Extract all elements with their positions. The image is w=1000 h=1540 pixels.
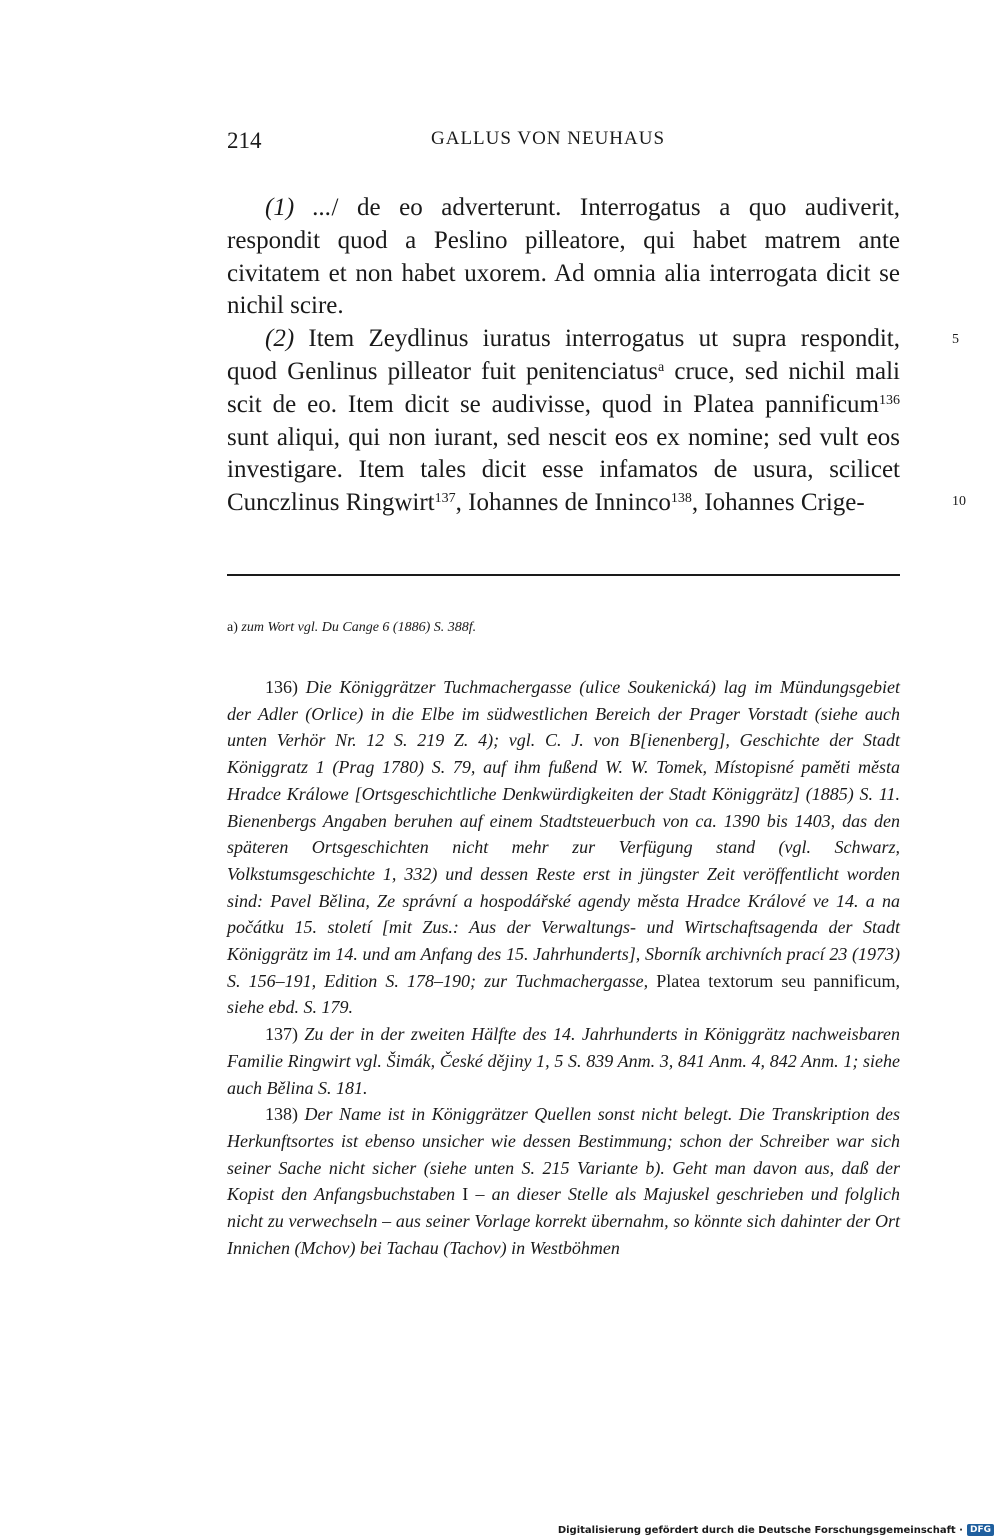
footnote-letter: I xyxy=(462,1184,469,1205)
paragraph-2 xyxy=(227,323,900,520)
page-header xyxy=(227,128,900,164)
footnote-text: – an dieser Stelle als Majuskel geschrieben und folglich nicht zu verwechseln – aus seiner Vorlage korrekt übernahm, so könnte sich dahinter der Ort Innichen (Mchov) bei Tachau (Tachov) in Westböhmen xyxy=(227,1184,900,1258)
footnote-text: Der Name ist in Königgrätzer Quellen sonst nicht belegt. Die Transkription des Herkunftsortes ist ebenso unsicher wie dessen Bestimmung; schon der Schreiber war sich seiner Sache nicht sicher (siehe unten S. 215 Variante b). Geht man davon aus, daß der Kopist den Anfangsbuchstaben xyxy=(227,1104,900,1205)
variant-text: zum Wort vgl. Du Cange 6 (1886) S. 388f. xyxy=(237,620,477,635)
digitization-credit xyxy=(558,1524,994,1536)
line-number-5: 5 xyxy=(952,332,959,347)
paragraph-1 xyxy=(227,192,900,323)
footnote-text: siehe ebd. S. 179. xyxy=(227,997,353,1018)
footnote-divider xyxy=(227,574,900,576)
variant-ref-a: a xyxy=(657,359,665,375)
line-number-10: 10 xyxy=(952,494,966,509)
paragraph-text: cruce, sed nichil mali scit de eo. Item dicit se audivisse, quod in Platea pannificum xyxy=(227,357,900,418)
footnote-136 xyxy=(227,674,900,1021)
footnote-text: Zu der in der zweiten Hälfte des 14. Jahrhunderts in Königgrätz nachweisbaren Familie Ringwirt vgl. Šimák, České dějiny 1, 5 S. 839 Anm. 3, 841 Anm. 4, 842 Anm. 1; siehe auch Bělina S. 181. xyxy=(227,1024,900,1098)
paragraph-text: , Iohannes de Inninco xyxy=(455,489,671,517)
running-title: GALLUS VON NEUHAUS xyxy=(431,128,666,149)
variant-label: a) xyxy=(227,620,238,635)
paragraph-text: , Iohannes Crige- xyxy=(691,489,865,517)
paragraph-number: (1) ... xyxy=(265,194,332,221)
paragraph-text: de eo adverterunt. Interrogatus a quo audiverit, respondit quod a Peslino pilleatore, qui habet matrem ante civitatem et non habet uxorem. Ad omnia alia interrogata dicit se nichil scire. xyxy=(227,194,900,320)
paragraph-text: sunt aliqui, qui non iurant, sed nescit eos ex nomine; sed vult eos investigare. Item tales dicit esse infamatos de usura, scilicet Cunczlinus Ringwirt xyxy=(227,423,900,517)
footnote-number: 138) xyxy=(265,1104,298,1125)
variant-apparatus xyxy=(227,620,900,636)
footnote-number: 136) xyxy=(265,677,298,697)
footnote-138 xyxy=(227,1101,900,1261)
footnote-137 xyxy=(227,1021,900,1101)
paragraph-text: Item Zeydlinus iuratus interrogatus ut supra respondit, quod Genlinus pilleator fuit penitenciatus xyxy=(227,325,900,385)
footnotes xyxy=(227,674,900,1261)
page-number: 214 xyxy=(227,128,262,153)
digitization-text: Digitalisierung gefördert durch die Deutsche Forschungsgemeinschaft · xyxy=(557,1524,963,1536)
paragraph-number: (2) xyxy=(265,325,295,353)
dfg-logo: DFG xyxy=(967,1524,994,1536)
footnote-ref-138: 138 xyxy=(670,491,692,507)
footnote-text: Die Königgrätzer Tuchmachergasse (ulice Soukenická) lag im Mündungsgebiet der Adler (Orlice) in die Elbe im südwestlichen Bereich der Prager Vorstadt (siehe auch unten Verhör Nr. 12 S. 219 Z. 4); vgl. C. J. von B[ienenberg], Geschichte der Stadt Königgratz 1 (Prag 1780) S. 79, auf ihm fußend W. W. Tomek, Místopisné paměti města Hradce Králowe [Ortsgeschichtliche Denkwürdigkeiten der Stadt Königgrätz] (1885) S. 11. Bienenbergs Angaben beruhen auf einem Stadtsteuerbuch von ca. 1390 bis 1403, das den späteren Ortsgeschichten nicht mehr zur Verfügung stand (vgl. Schwarz, Volkstumsgeschichte 1, 332) und dessen Reste erst in jüngster Zeit veröffentlicht worden sind: Pavel Bělina, Ze správní a hospodářské agendy města Hradce Králové ve 14. a na počátku 15. století [mit Zus.: Aus der Verwaltungs- und Wirtschaftsagenda der Stadt Königgrätz im 14. und am Anfang des 15. Jahrhunderts], Sborník archivních prací 23 (1973) S. 156–191, Edition S. 178–190; zur Tuchmachergasse, xyxy=(227,677,900,991)
footnote-ref-136: 136 xyxy=(879,392,900,408)
footnote-ref-137: 137 xyxy=(434,491,456,507)
footnote-quote: Platea textorum seu pannificum, xyxy=(656,970,900,991)
lacuna-slash: / xyxy=(331,194,339,221)
footnote-number: 137) xyxy=(265,1024,298,1045)
main-text xyxy=(227,192,900,520)
